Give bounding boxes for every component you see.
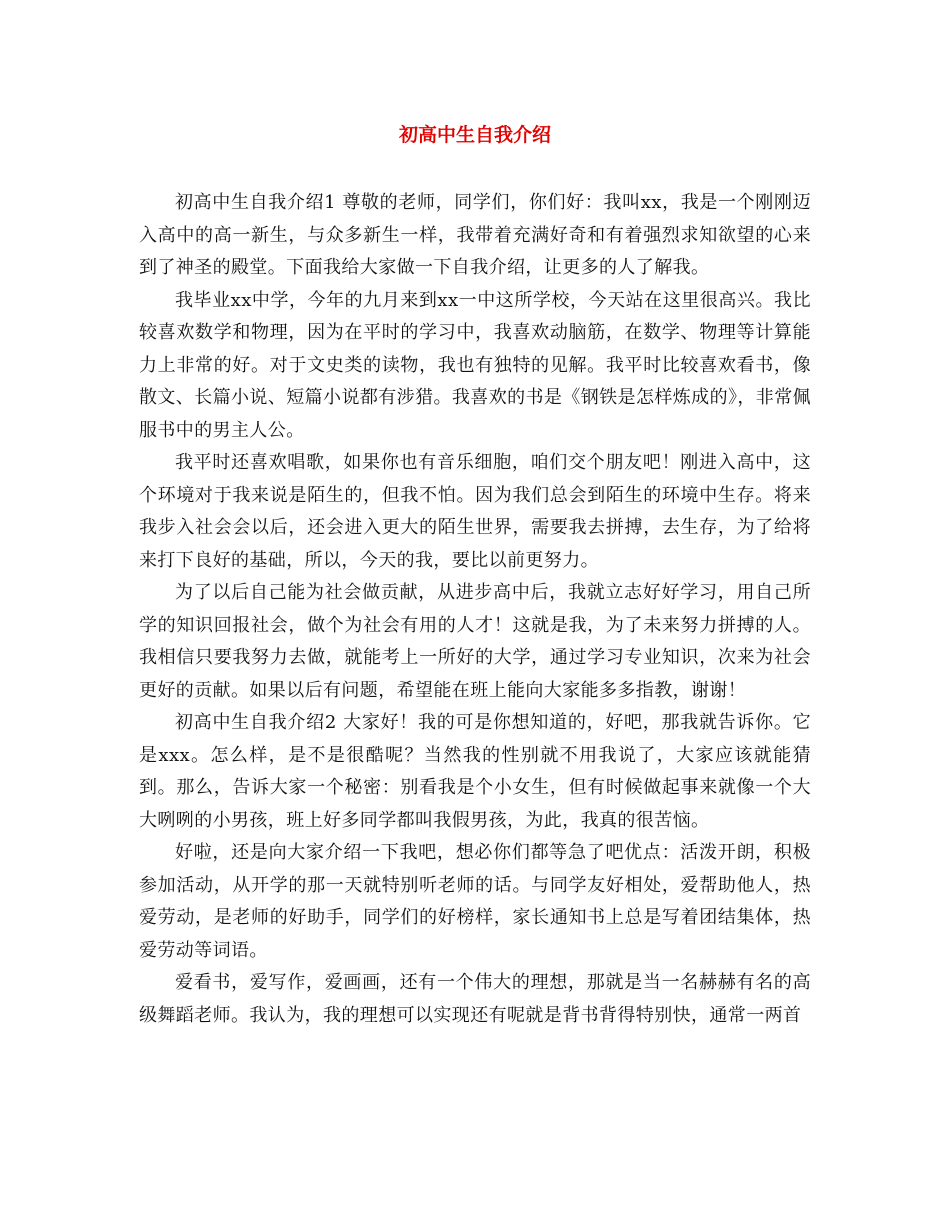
paragraph: 爱看书，爱写作，爱画画，还有一个伟大的理想，那就是当一名赫赫有名的高级舞蹈老师。我认为，我的理想可以实现还有呢就是背书背得特别快，通常一两首 — [139, 972, 811, 1026]
paragraph: 初高中生自我介绍2 大家好！我的可是你想知道的，好吧，那我就告诉你。它是xxx。怎么样，是不是很酷呢？当然我的性别就不用我说了，大家应该就能猜到。那么，告诉大家一个秘密：别看我是个小女生，但有时候做起事来就像一个大大咧咧的小男孩，班上好多同学都叫我假男孩，为此，我真的很苦恼。 — [139, 712, 811, 831]
document-title: 初高中生自我介绍 — [398, 124, 551, 146]
paragraph: 我平时还喜欢唱歌，如果你也有音乐细胞，咱们交个朋友吧！刚进入高中，这个环境对于我来说是陌生的，但我不怕。因为我们总会到陌生的环境中生存。将来我步入社会会以后，还会进入更大的陌生世界，需要我去拼搏，去生存，为了给将来打下良好的基础，所以，今天的我，要比以前更努力。 — [139, 452, 811, 571]
paragraph: 为了以后自己能为社会做贡献，从进步高中后，我就立志好好学习，用自己所学的知识回报社会，做个为社会有用的人才！这就是我，为了未来努力拼搏的人。我相信只要我努力去做，就能考上一所好的大学，通过学习专业知识，次来为社会更好的贡献。如果以后有问题，希望能在班上能向大家能多多指教，谢谢！ — [139, 582, 811, 701]
document-body — [139, 187, 811, 1032]
paragraph: 好啦，还是向大家介绍一下我吧，想必你们都等急了吧优点：活泼开朗，积极参加活动，从开学的那一天就特别听老师的话。与同学友好相处，爱帮助他人，热爱劳动，是老师的好助手，同学们的好榜样，家长通知书上总是写着团结集体，热爱劳动等词语。 — [139, 842, 811, 961]
paragraph: 我毕业xx中学，今年的九月来到xx一中这所学校，今天站在这里很高兴。我比较喜欢数学和物理，因为在平时的学习中，我喜欢动脑筋，在数学、物理等计算能力上非常的好。对于文史类的读物，我也有独特的见解。我平时比较喜欢看书，像散文、长篇小说、短篇小说都有涉猎。我喜欢的书是《钢铁是怎样炼成的》，非常佩服书中的男主人公。 — [139, 289, 811, 441]
paragraph: 初高中生自我介绍1 尊敬的老师，同学们，你们好：我叫xx，我是一个刚刚迈入高中的高一新生，与众多新生一样，我带着充满好奇和有着强烈求知欲望的心来到了神圣的殿堂。下面我给大家做一下自我介绍，让更多的人了解我。 — [139, 192, 811, 278]
